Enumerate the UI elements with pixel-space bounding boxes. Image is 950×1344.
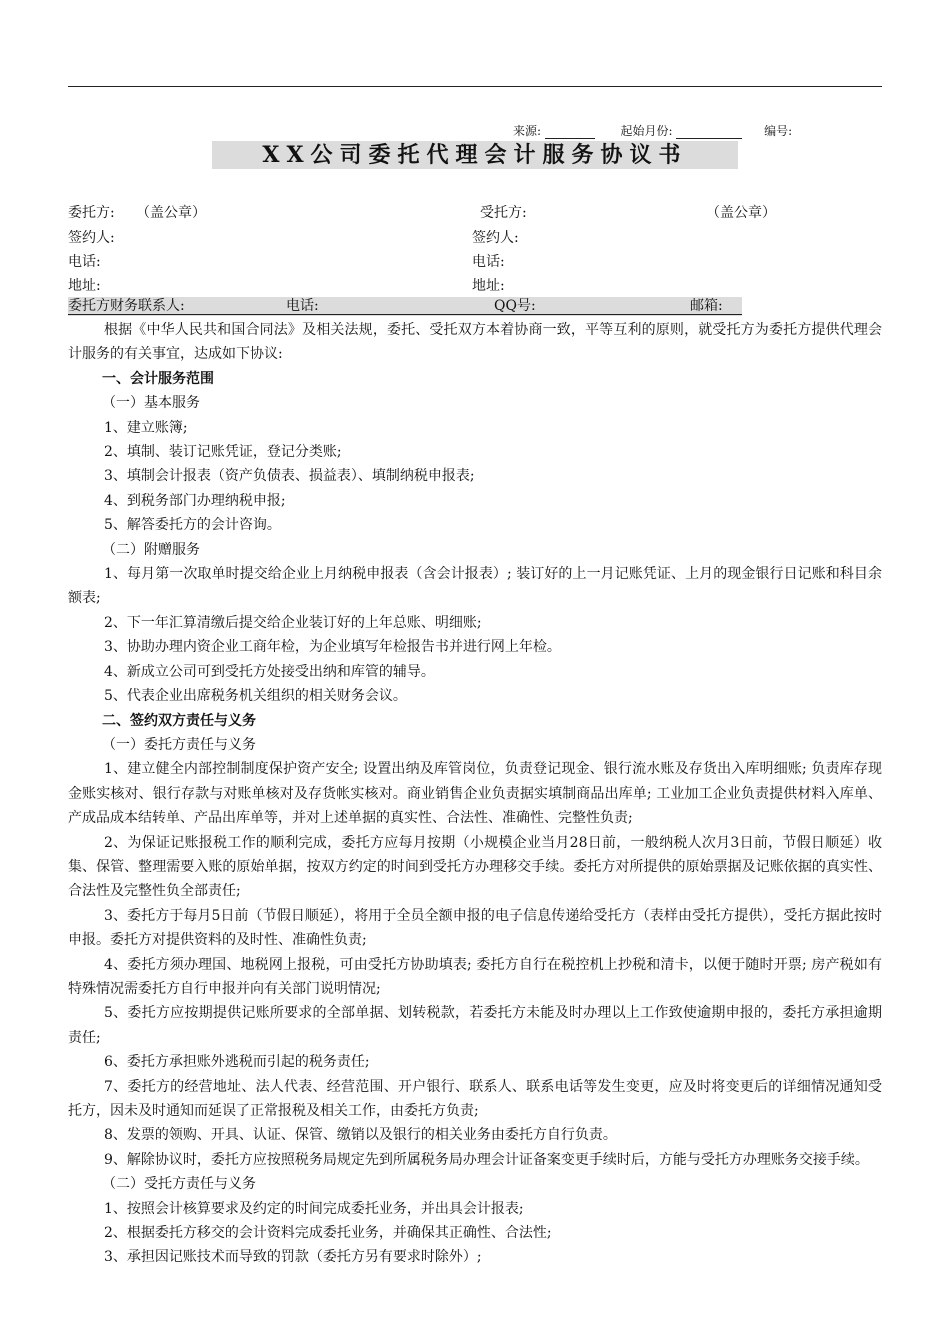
agent-seal: （盖公章） — [706, 205, 776, 221]
clause-paragraph: 5、解答委托方的会计咨询。 — [104, 517, 281, 534]
clause-paragraph: 3、委托方于每月5日前（节假日顺延），将用于全员全额申报的电子信息传递给受托方（表样由受托方提供），受托方据此按时申报。委托方对提供资料的及时性、准确性负责; — [68, 907, 882, 949]
finance-contact-label: 委托方财务联系人: — [68, 298, 185, 314]
subsection-heading: （二）附赠服务 — [102, 541, 200, 558]
agent-signer: 签约人: — [472, 230, 519, 246]
client-address: 地址: — [68, 278, 101, 294]
start-month-blank — [676, 126, 742, 139]
finance-contact-bar — [68, 297, 742, 316]
number-label: 编号: — [764, 124, 793, 138]
contact-underline — [68, 314, 742, 315]
clause-paragraph: 1、按照会计核算要求及约定的时间完成委托业务，并出具会计报表; — [104, 1200, 524, 1217]
header-rule — [68, 86, 882, 87]
clause-paragraph: 2、下一年汇算清缴后提交给企业装订好的上年总账、明细账; — [104, 614, 482, 631]
client-label: 委托方: — [68, 205, 115, 221]
agreement-body — [68, 318, 882, 1270]
clause-paragraph: 3、协助办理内资企业工商年检，为企业填写年检报告书并进行网上年检。 — [104, 639, 561, 656]
agent-address: 地址: — [472, 278, 505, 294]
client-signer: 签约人: — [68, 230, 115, 246]
clause-paragraph: 根据《中华人民共和国合同法》及相关法规，委托、受托双方本着协商一致，平等互利的原则，就受托方为委托方提供代理会计服务的有关事宜，达成如下协议: — [68, 322, 882, 363]
start-month-label: 起始月份: — [620, 124, 673, 138]
finance-email-label: 邮箱: — [690, 298, 723, 314]
agent-phone: 电话: — [472, 254, 505, 270]
clause-paragraph: 1、每月第一次取单时提交给企业上月纳税申报表（含会计报表）; 装订好的上一月记账凭证、上月的现金银行日记账和科目余额表; — [68, 566, 882, 607]
finance-qq-label: QQ号: — [494, 298, 536, 314]
client-phone: 电话: — [68, 254, 101, 270]
clause-paragraph: 7、委托方的经营地址、法人代表、经营范围、开户银行、联系人、联系电话等发生变更，应及时将变更后的详细情况通知受托方，因未及时通知而延误了正常报税及相关工作，由委托方负责; — [68, 1078, 882, 1119]
subsection-heading: （二）受托方责任与义务 — [102, 1176, 256, 1193]
clause-paragraph: 9、解除协议时，委托方应按照税务局规定先到所属税务局办理会计证备案变更手续时后，方能与受托方办理账务交接手续。 — [104, 1151, 869, 1168]
document-title: XX公司委托代理会计服务协议书 — [212, 141, 738, 169]
section-heading: 一、会计服务范围 — [102, 370, 214, 387]
clause-paragraph: 3、填制会计报表（资产负债表、损益表）、填制纳税申报表; — [104, 468, 475, 485]
source-label: 来源: — [513, 124, 542, 138]
clause-paragraph: 4、到税务部门办理纳税申报; — [104, 492, 286, 509]
clause-paragraph: 2、为保证记账报税工作的顺利完成，委托方应每月按期（小规模企业当月28日前，一般纳税人次月3日前，节假日顺延）收集、保管、整理需要入账的原始单据，按双方约定的时间到受托方办理移交手续。委托方对所提供的原始票据及记账依据的真实性、合法性及完整性负全部责任; — [68, 834, 882, 900]
finance-phone-label: 电话: — [286, 298, 319, 314]
clause-paragraph: 6、委托方承担账外逃税而引起的税务责任; — [104, 1054, 370, 1071]
clause-paragraph: 1、建立账簿; — [104, 419, 188, 436]
client-seal: （盖公章） — [136, 205, 206, 221]
clause-paragraph: 1、建立健全内部控制制度保护资产安全; 设置出纳及库管岗位，负责登记现金、银行流水账及存货出入库明细账; 负责库存现金账实核对、银行存款与对账单核对及存货帐实核对。商业销售企业负责据实填制商品出库单; 工业加工企业负责提供材料入库单、产成品成本结转单、产品出库单等，并对上述单据的真实性、合法性、准确性、完整性负责; — [68, 761, 882, 827]
clause-paragraph: 3、承担因记账技术而导致的罚款（委托方另有要求时除外）; — [104, 1249, 482, 1266]
clause-paragraph: 2、填制、装订记账凭证，登记分类账; — [104, 444, 342, 461]
clause-paragraph: 4、新成立公司可到受托方处接受出纳和库管的辅导。 — [104, 663, 435, 680]
clause-paragraph: 5、代表企业出席税务机关组织的相关财务会议。 — [104, 688, 407, 705]
doc-meta — [513, 122, 792, 139]
clause-paragraph: 2、根据委托方移交的会计资料完成委托业务，并确保其正确性、合法性; — [104, 1225, 552, 1242]
clause-paragraph: 8、发票的领购、开具、认证、保管、缴销以及银行的相关业务由委托方自行负责。 — [104, 1127, 617, 1144]
source-blank — [545, 126, 595, 139]
subsection-heading: （一）委托方责任与义务 — [102, 736, 256, 753]
clause-paragraph: 4、委托方须办理国、地税网上报税，可由受托方协助填表; 委托方自行在税控机上抄税和清卡，以便于随时开票; 房产税如有特殊情况需委托方自行申报并向有关部门说明情况; — [68, 956, 882, 997]
section-heading: 二、签约双方责任与义务 — [102, 712, 256, 729]
clause-paragraph: 5、委托方应按期提供记账所要求的全部单据、划转税款，若委托方未能及时办理以上工作致使逾期申报的，委托方承担逾期责任; — [68, 1005, 882, 1046]
subsection-heading: （一）基本服务 — [102, 395, 200, 412]
agent-label: 受托方: — [480, 205, 527, 221]
